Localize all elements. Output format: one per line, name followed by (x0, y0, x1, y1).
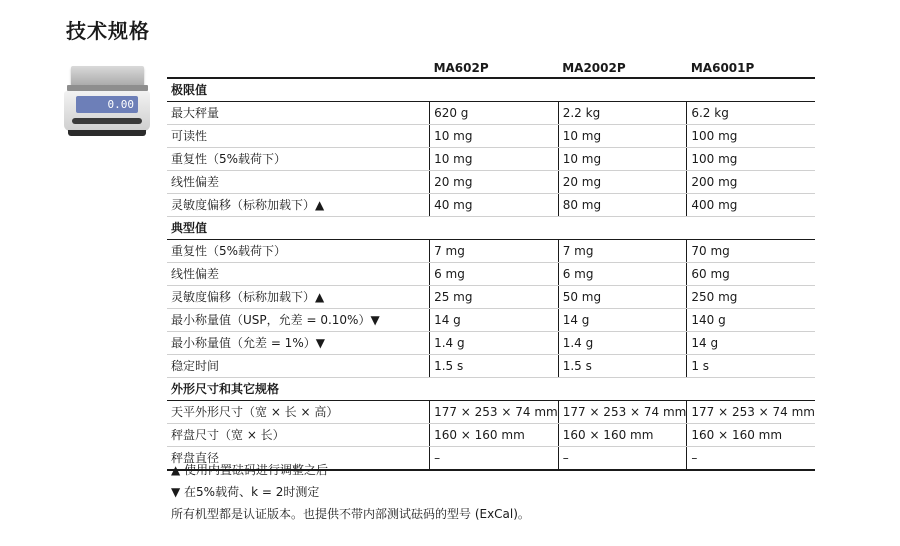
table-cell: 100 mg (687, 125, 815, 148)
table-cell: 10 mg (558, 148, 687, 171)
table-row (167, 424, 815, 447)
section-heading: 外形尺寸和其它规格 (167, 378, 815, 401)
table-cell: 1.5 s (430, 355, 559, 378)
table-row (167, 263, 815, 286)
table-cell: 6 mg (430, 263, 559, 286)
table-cell: 70 mg (687, 240, 815, 263)
row-label: 线性偏差 (167, 171, 430, 194)
table-cell: 80 mg (558, 194, 687, 217)
page-title: 技术规格 (66, 19, 150, 43)
table-cell: 620 g (430, 102, 559, 125)
footnote: 所有机型都是认证版本。也提供不带内部测试砝码的型号 (ExCal)。 (171, 507, 530, 521)
table-cell: 60 mg (687, 263, 815, 286)
table-cell: – (687, 447, 815, 471)
spec-table-body (167, 78, 815, 470)
footnotes (171, 459, 530, 525)
table-cell: 1.4 g (558, 332, 687, 355)
table-cell: 250 mg (687, 286, 815, 309)
table-cell: 10 mg (430, 125, 559, 148)
row-label: 稳定时间 (167, 355, 430, 378)
table-cell: 1.5 s (558, 355, 687, 378)
table-cell: 7 mg (558, 240, 687, 263)
header-blank (167, 59, 430, 78)
row-label: 最大秤量 (167, 102, 430, 125)
balance-image (64, 66, 150, 138)
table-cell: 14 g (687, 332, 815, 355)
table-cell: 177 × 253 × 74 mm (687, 401, 815, 424)
table-cell: 6 mg (558, 263, 687, 286)
table-row (167, 355, 815, 378)
row-label: 秤盘尺寸（宽 × 长） (167, 424, 430, 447)
section-heading: 典型值 (167, 217, 815, 240)
table-cell: 25 mg (430, 286, 559, 309)
table-row (167, 401, 815, 424)
table-row (167, 309, 815, 332)
table-cell: 20 mg (430, 171, 559, 194)
balance-keypad (72, 118, 142, 124)
row-label: 灵敏度偏移（标称加载下）▲ (167, 194, 430, 217)
table-cell: 160 × 160 mm (687, 424, 815, 447)
table-cell: 7 mg (430, 240, 559, 263)
table-row (167, 125, 815, 148)
table-cell: 6.2 kg (687, 102, 815, 125)
balance-display: 0.00 (76, 96, 138, 113)
section-heading-row (167, 78, 815, 102)
table-row (167, 194, 815, 217)
section-heading-row (167, 217, 815, 240)
table-row (167, 148, 815, 171)
row-label: 灵敏度偏移（标称加载下）▲ (167, 286, 430, 309)
table-cell: 10 mg (558, 125, 687, 148)
table-cell: 10 mg (430, 148, 559, 171)
row-label: 线性偏差 (167, 263, 430, 286)
column-header: MA6001P (687, 59, 815, 78)
row-label: 重复性（5%载荷下） (167, 148, 430, 171)
table-cell: 160 × 160 mm (430, 424, 559, 447)
footnote: ▼ 在5%载荷、k = 2时测定 (171, 485, 320, 499)
table-row (167, 332, 815, 355)
table-row (167, 102, 815, 125)
weighing-pan (71, 66, 144, 86)
table-cell: 400 mg (687, 194, 815, 217)
table-cell: 177 × 253 × 74 mm (558, 401, 687, 424)
column-header: MA602P (430, 59, 559, 78)
row-label: 最小称量值（允差 = 1%）▼ (167, 332, 430, 355)
spec-table (167, 59, 815, 471)
column-header: MA2002P (558, 59, 687, 78)
section-heading: 极限值 (167, 78, 815, 102)
table-row (167, 171, 815, 194)
header-row (167, 59, 815, 78)
table-cell: 100 mg (687, 148, 815, 171)
table-cell: 50 mg (558, 286, 687, 309)
table-cell: 14 g (430, 309, 559, 332)
balance-base (68, 130, 146, 136)
row-label: 秤盘直径 (167, 447, 430, 471)
table-cell: – (558, 447, 687, 471)
table-row (167, 240, 815, 263)
table-cell: 177 × 253 × 74 mm (430, 401, 559, 424)
section-heading-row (167, 378, 815, 401)
table-cell: 2.2 kg (558, 102, 687, 125)
table-cell: 14 g (558, 309, 687, 332)
table-cell: – (430, 447, 559, 471)
balance-body (64, 91, 150, 131)
table-cell: 20 mg (558, 171, 687, 194)
row-label: 天平外形尺寸（宽 × 长 × 高） (167, 401, 430, 424)
table-cell: 1 s (687, 355, 815, 378)
footnote: ▲ 使用内置砝码进行调整之后 (171, 463, 329, 477)
table-cell: 40 mg (430, 194, 559, 217)
table-cell: 140 g (687, 309, 815, 332)
row-label: 重复性（5%载荷下） (167, 240, 430, 263)
row-label: 可读性 (167, 125, 430, 148)
row-label: 最小称量值（USP，允差 = 0.10%）▼ (167, 309, 430, 332)
table-row (167, 286, 815, 309)
table-cell: 1.4 g (430, 332, 559, 355)
table-cell: 160 × 160 mm (558, 424, 687, 447)
table-cell: 200 mg (687, 171, 815, 194)
